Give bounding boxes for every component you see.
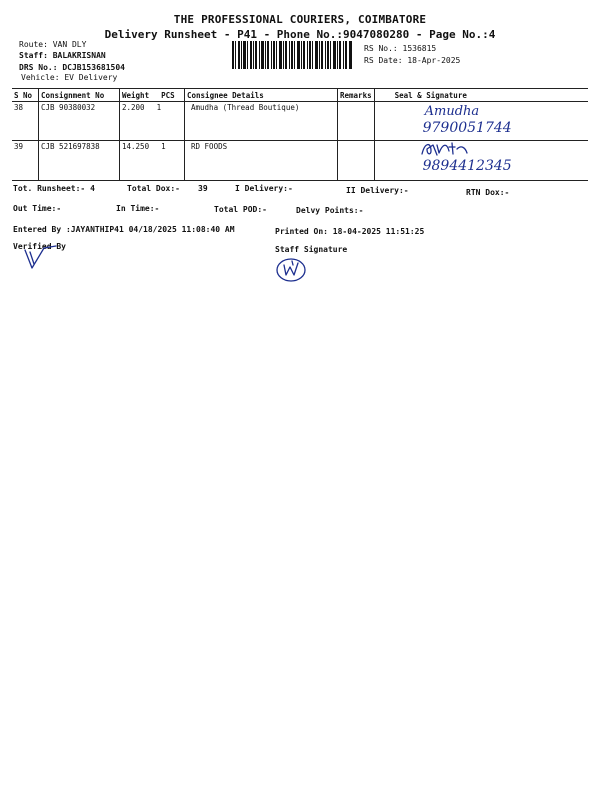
rs-number: RS No.: 1536815 xyxy=(364,44,437,53)
col-weight: Weight xyxy=(122,90,150,100)
table-row xyxy=(12,102,588,141)
signature-phone: 9894412345 xyxy=(422,158,512,174)
staff-signature-label: Staff Signature xyxy=(275,245,348,254)
ii-delivery: II Delivery:- xyxy=(346,186,409,195)
verified-by-label: Verified By xyxy=(13,242,66,251)
col-seal-signature-label: Seal & Signature xyxy=(394,90,467,100)
total-pod: Total POD:- xyxy=(214,205,267,214)
barcode-icon xyxy=(232,41,352,69)
row-weight-pcs xyxy=(120,102,185,141)
table-header-row xyxy=(12,89,588,102)
table-row xyxy=(12,141,588,181)
runsheet-table xyxy=(12,88,588,181)
in-time: In Time:- xyxy=(116,204,160,213)
tot-runsheet: Tot. Runsheet:- 4 xyxy=(13,184,95,193)
staff-signature-mark-icon xyxy=(272,255,312,283)
row-pcs: 1 xyxy=(161,142,166,151)
row-weight: 2.200 xyxy=(122,103,145,112)
company-title: THE PROFESSIONAL COURIERS, COIMBATORE xyxy=(173,13,427,26)
row-sno: 38 xyxy=(12,102,39,141)
runsheet-title: Delivery Runsheet - P41 - Phone No.:9047080280 - Page No.:4 xyxy=(104,28,496,41)
rtn-dox: RTN Dox:- xyxy=(466,188,510,197)
row-signature xyxy=(374,102,588,141)
row-sno: 39 xyxy=(12,141,39,181)
row-consignee-text: RD FOODS xyxy=(191,142,228,151)
row-consignee-text: Amudha (Thread Boutique) xyxy=(191,103,300,112)
total-dox-label: Total Dox:- xyxy=(127,184,180,193)
row-weight-pcs xyxy=(120,141,185,181)
row-pcs: 1 xyxy=(156,103,162,112)
verified-tick-mark-icon xyxy=(22,244,62,270)
col-remarks: Remarks xyxy=(338,89,375,102)
col-consignment: Consignment No xyxy=(39,89,120,102)
signature-name: Amudha xyxy=(424,104,480,119)
row-consignee xyxy=(185,141,338,181)
col-pcs: PCS xyxy=(161,90,175,100)
delvy-points: Delvy Points:- xyxy=(296,206,364,215)
col-weight-pcs xyxy=(120,89,185,102)
route-label: Route: VAN DLY xyxy=(19,40,87,49)
row-consignment: CJB 521697838 xyxy=(39,141,120,181)
signature-phone: 9790051744 xyxy=(422,120,512,136)
i-delivery: I Delivery:- xyxy=(235,184,293,193)
row-consignment: CJB 90380032 xyxy=(39,102,120,141)
col-seal-signature xyxy=(374,89,588,102)
row-weight: 14.250 xyxy=(122,142,150,151)
row-consignee xyxy=(185,102,338,141)
row-remarks xyxy=(338,141,375,181)
col-sno: S No xyxy=(12,89,39,102)
entered-by: Entered By :JAYANTHIP41 04/18/2025 11:08:40 AM xyxy=(13,225,235,234)
out-time: Out Time:- xyxy=(13,204,62,213)
row-signature xyxy=(374,141,588,181)
drs-label: DRS No.: DCJB153681504 xyxy=(19,63,125,72)
vehicle-label: Vehicle: EV Delivery xyxy=(21,73,118,82)
total-dox-value: 39 xyxy=(198,184,208,193)
rs-date: RS Date: 18-Apr-2025 xyxy=(364,56,461,65)
staff-label: Staff: BALAKRISNAN xyxy=(19,51,106,60)
row-remarks xyxy=(338,102,375,141)
printed-on: Printed On: 18-04-2025 11:51:25 xyxy=(275,227,425,236)
signature-mark-icon xyxy=(419,139,469,159)
col-consignee: Consignee Details xyxy=(185,89,338,102)
